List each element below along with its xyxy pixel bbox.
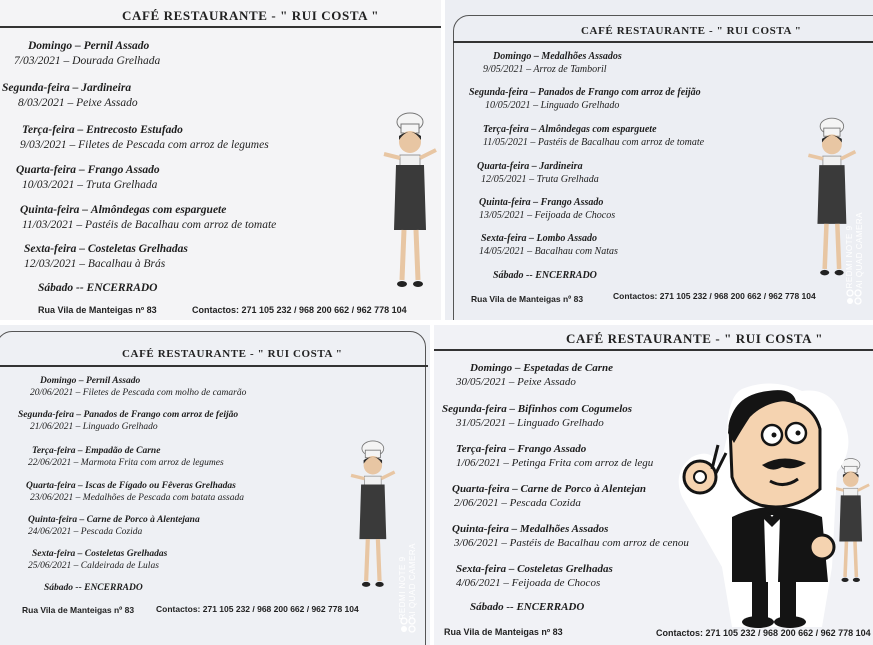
saturday-closed: Sábado -- ENCERRADO	[38, 282, 158, 294]
second-dish: Filetes de Pescada com arroz de legumes	[78, 139, 269, 151]
date: 12/03/2021	[24, 258, 77, 270]
day-label: Segunda-feira	[469, 87, 528, 98]
menu-entry-thursday: Quinta-feira – Medalhões Assados 3/06/2021 – Pastéis de Bacalhau com arroz de cenou	[452, 523, 689, 549]
menu-sheet-june	[0, 325, 430, 645]
main-dish: Panados de Frango com arroz de feijão	[83, 410, 239, 420]
second-dish: Dourada Grelhada	[72, 55, 161, 67]
day-label: Domingo	[493, 51, 532, 62]
day-label: Quarta-feira	[16, 164, 77, 176]
day-label: Segunda-feira	[2, 82, 70, 94]
main-dish: Costeletas Grelhadas	[517, 563, 613, 575]
main-dish: Pernil Assado	[83, 40, 150, 52]
date: 20/06/2021	[30, 388, 74, 398]
menu-entry-friday: Sexta-feira – Lombo Assado 14/05/2021 – Bacalhau com Natas	[479, 233, 618, 257]
second-dish: Filetes de Pescada com molho de camarão	[82, 388, 247, 398]
main-dish: Jardineira	[81, 82, 132, 94]
menu-entry-tuesday: Terça-feira – Empadão de Carne 22/06/2021 – Marmota Frita com arroz de legumes	[28, 446, 224, 468]
menu-entry-friday: Sexta-feira – Costeletas Grelhadas 12/03/2021 – Bacalhau à Brás	[24, 243, 188, 270]
menu-entry-thursday: Quinta-feira – Almôndegas com esparguete 11/03/2021 – Pastéis de Bacalhau com arroz de tomate	[20, 204, 277, 231]
menu-entry-sunday: Domingo – Medalhões Assados 9/05/2021 – Arroz de Tamboril	[483, 51, 622, 75]
day-label: Domingo	[470, 362, 513, 374]
menu-entry-thursday: Quinta-feira – Carne de Porco à Alentejana 24/06/2021 – Pescada Cozida	[28, 515, 200, 537]
date: 2/06/2021	[454, 497, 499, 509]
second-dish: Truta Grelhada	[85, 179, 158, 191]
main-dish: Medalhões Assados	[519, 523, 609, 535]
date: 24/06/2021	[28, 527, 72, 537]
menu-entry-wednesday: Quarta-feira – Jardineira 12/05/2021 – Truta Grelhada	[477, 161, 599, 185]
second-dish: Feijoada de Chocos	[511, 577, 601, 589]
main-dish: Almôndegas com esparguete	[538, 124, 657, 135]
date: 4/06/2021	[456, 577, 501, 589]
date: 9/03/2021	[20, 139, 67, 151]
restaurant-title: CAFÉ RESTAURANTE - " RUI COSTA "	[581, 25, 802, 37]
date: 7/03/2021	[14, 55, 61, 67]
menu-entry-sunday: Domingo – Espetadas de Carne 30/05/2021 – Peixe Assado	[456, 362, 614, 388]
main-dish: Jardineira	[539, 161, 583, 172]
date: 14/05/2021	[479, 245, 525, 257]
saturday-closed: Sábado -- ENCERRADO	[44, 583, 143, 593]
date: 3/06/2021	[454, 537, 499, 549]
menu-entry-tuesday: Terça-feira – Entrecosto Estufado 9/03/2021 – Filetes de Pescada com arroz de legumes	[20, 124, 269, 151]
second-dish: Linguado Grelhado	[540, 99, 620, 111]
contacts: Contactos: 271 105 232 / 968 200 662 / 962 778 104	[192, 305, 407, 315]
address: Rua Vila de Manteigas nº 83	[38, 305, 157, 315]
second-dish: Pastéis de Bacalhau com arroz de tomate	[85, 219, 277, 231]
menu-entry-monday: Segunda-feira – Panados de Frango com arroz de feijão 21/06/2021 – Linguado Grelhado	[18, 410, 239, 432]
date: 8/03/2021	[18, 97, 65, 109]
second-dish: Pescada Cozida	[80, 527, 143, 537]
day-label: Segunda-feira	[442, 403, 507, 415]
chef-woman-illustration	[346, 437, 398, 595]
main-dish: Frango Assado	[87, 164, 160, 176]
menu-sheet-march	[0, 0, 441, 320]
main-dish: Frango Assado	[517, 443, 587, 455]
second-dish: Bacalhau com Natas	[534, 245, 618, 257]
date: 12/05/2021	[481, 173, 527, 185]
title-divider	[0, 365, 428, 367]
day-label: Segunda-feira	[18, 410, 74, 420]
main-dish: Carne de Porco à Alentejana	[86, 515, 200, 525]
main-dish: Panados de Frango com arroz de feijão	[537, 87, 701, 98]
day-label: Sexta-feira	[481, 233, 527, 244]
date: 25/06/2021	[28, 561, 72, 571]
main-dish: Empadão de Carne	[84, 446, 161, 456]
menu-entry-monday: Segunda-feira – Bifinhos com Cogumelos 31/05/2021 – Linguado Grelhado	[442, 403, 633, 429]
day-label: Quinta-feira	[452, 523, 509, 535]
day-label: Sexta-feira	[456, 563, 507, 575]
second-dish: Peixe Assado	[517, 376, 576, 388]
second-dish: Peixe Assado	[76, 97, 138, 109]
day-label: Domingo	[28, 40, 73, 52]
camera-watermark: REDMI NOTE 9 AI QUAD CAMERA	[398, 543, 417, 620]
menu-sheet-may	[445, 0, 873, 320]
day-label: Terça-feira	[22, 124, 75, 136]
contacts: Contactos: 271 105 232 / 968 200 662 / 962 778 104	[156, 604, 359, 614]
second-dish: Linguado Grelhado	[82, 422, 158, 432]
menu-entry-sunday: Domingo – Pernil Assado 7/03/2021 – Dourada Grelhada	[14, 40, 161, 67]
main-dish: Frango Assado	[540, 197, 604, 208]
date: 11/03/2021	[22, 219, 74, 231]
day-label: Quarta-feira	[26, 481, 76, 491]
chef-woman-illustration	[378, 110, 440, 295]
main-dish: Costeletas Grelhadas	[87, 243, 188, 255]
camera-lens-icon	[846, 289, 862, 305]
date: 9/05/2021	[483, 63, 524, 75]
second-dish: Linguado Grelhado	[517, 417, 604, 429]
day-label: Terça-feira	[483, 124, 529, 135]
main-dish: Lombo Assado	[536, 233, 598, 244]
menu-entry-wednesday: Quarta-feira – Frango Assado 10/03/2021 – Truta Grelhada	[16, 164, 160, 191]
menu-entry-wednesday: Quarta-feira – Iscas de Fígado ou Fêveras Grelhadas 23/06/2021 – Medalhões de Pescada com batata assada	[26, 481, 244, 503]
main-dish: Costeletas Grelhadas	[84, 549, 168, 559]
menu-entry-monday: Segunda-feira – Jardineira 8/03/2021 – Peixe Assado	[2, 82, 138, 109]
day-label: Quinta-feira	[28, 515, 78, 525]
address: Rua Vila de Manteigas nº 83	[444, 627, 563, 637]
date: 30/05/2021	[456, 376, 507, 388]
main-dish: Iscas de Fígado ou Fêveras Grelhadas	[85, 481, 236, 491]
main-dish: Espetadas de Carne	[523, 362, 614, 374]
day-label: Quarta-feira	[452, 483, 510, 495]
day-label: Quarta-feira	[477, 161, 530, 172]
menu-entry-friday: Sexta-feira – Costeletas Grelhadas 25/06/2021 – Caldeirada de Lulas	[28, 549, 168, 571]
second-dish: Pastéis de Bacalhau com arroz de tomate	[537, 136, 705, 148]
restaurant-title: CAFÉ RESTAURANTE - " RUI COSTA "	[122, 348, 343, 360]
main-dish: Medalhões Assados	[541, 51, 622, 62]
menu-sheet-may-june	[434, 325, 873, 645]
restaurant-title: CAFÉ RESTAURANTE - " RUI COSTA "	[566, 331, 824, 346]
menu-entry-sunday: Domingo – Pernil Assado 20/06/2021 – Filetes de Pescada com molho de camarão	[30, 376, 247, 398]
main-dish: Pernil Assado	[85, 376, 141, 386]
day-label: Terça-feira	[32, 446, 76, 456]
date: 11/05/2021	[483, 136, 528, 148]
date: 23/06/2021	[30, 493, 74, 503]
saturday-closed: Sábado -- ENCERRADO	[470, 601, 585, 613]
menu-entry-thursday: Quinta-feira – Frango Assado 13/05/2021 – Feijoada de Chocos	[479, 197, 616, 221]
date: 1/06/2021	[456, 457, 501, 469]
date: 10/03/2021	[22, 179, 75, 191]
second-dish: Petinga Frita com arroz de legu	[511, 457, 654, 469]
cartoon-chef-ok-gesture	[672, 377, 872, 632]
day-label: Sexta-feira	[32, 549, 76, 559]
day-label: Sexta-feira	[24, 243, 77, 255]
menu-entry-friday: Sexta-feira – Costeletas Grelhadas 4/06/2021 – Feijoada de Chocos	[456, 563, 613, 589]
date: 21/06/2021	[30, 422, 74, 432]
restaurant-title: CAFÉ RESTAURANTE - " RUI COSTA "	[122, 8, 380, 23]
menu-entry-wednesday: Quarta-feira – Carne de Porco à Alentejan 2/06/2021 – Pescada Cozida	[452, 483, 646, 509]
second-dish: Medalhões de Pescada com batata assada	[82, 493, 244, 503]
saturday-closed: Sábado -- ENCERRADO	[493, 270, 597, 281]
title-divider	[0, 26, 441, 28]
day-label: Domingo	[40, 376, 77, 386]
menu-entry-tuesday: Terça-feira – Almôndegas com esparguete 11/05/2021 – Pastéis de Bacalhau com arroz de tomate	[483, 124, 705, 148]
main-dish: Entrecosto Estufado	[86, 124, 183, 136]
contacts: Contactos: 271 105 232 / 968 200 662 / 962 778 104	[613, 291, 816, 301]
address: Rua Vila de Manteigas nº 83	[22, 605, 135, 615]
address: Rua Vila de Manteigas nº 83	[471, 294, 584, 304]
menu-entry-monday: Segunda-feira – Panados de Frango com arroz de feijão 10/05/2021 – Linguado Grelhado	[469, 87, 701, 111]
date: 31/05/2021	[456, 417, 507, 429]
second-dish: Bacalhau à Brás	[87, 258, 166, 270]
second-dish: Pescada Cozida	[509, 497, 581, 509]
main-dish: Carne de Porco à Alentejan	[520, 483, 646, 495]
title-divider	[434, 349, 873, 351]
main-dish: Almôndegas com esparguete	[90, 204, 227, 216]
title-divider	[453, 41, 873, 43]
date: 22/06/2021	[28, 458, 72, 468]
camera-lens-icon	[400, 617, 416, 633]
date: 10/05/2021	[485, 99, 531, 111]
second-dish: Marmota Frita com arroz de legumes	[80, 458, 224, 468]
day-label: Quinta-feira	[479, 197, 531, 208]
contacts: Contactos: 271 105 232 / 968 200 662 / 962 778 104	[656, 628, 871, 638]
date: 13/05/2021	[479, 209, 525, 221]
main-dish: Bifinhos com Cogumelos	[517, 403, 633, 415]
second-dish: Truta Grelhada	[536, 173, 599, 185]
second-dish: Feijoada de Chocos	[534, 209, 616, 221]
camera-watermark: REDMI NOTE 9 AI QUAD CAMERA	[845, 212, 864, 289]
menu-entry-tuesday: Terça-feira – Frango Assado 1/06/2021 – Petinga Frita com arroz de legu	[456, 443, 654, 469]
second-dish: Pastéis de Bacalhau com arroz de cenou	[509, 537, 689, 549]
day-label: Terça-feira	[456, 443, 507, 455]
day-label: Quinta-feira	[20, 204, 80, 216]
second-dish: Arroz de Tamboril	[533, 63, 607, 75]
second-dish: Caldeirada de Lulas	[80, 561, 159, 571]
